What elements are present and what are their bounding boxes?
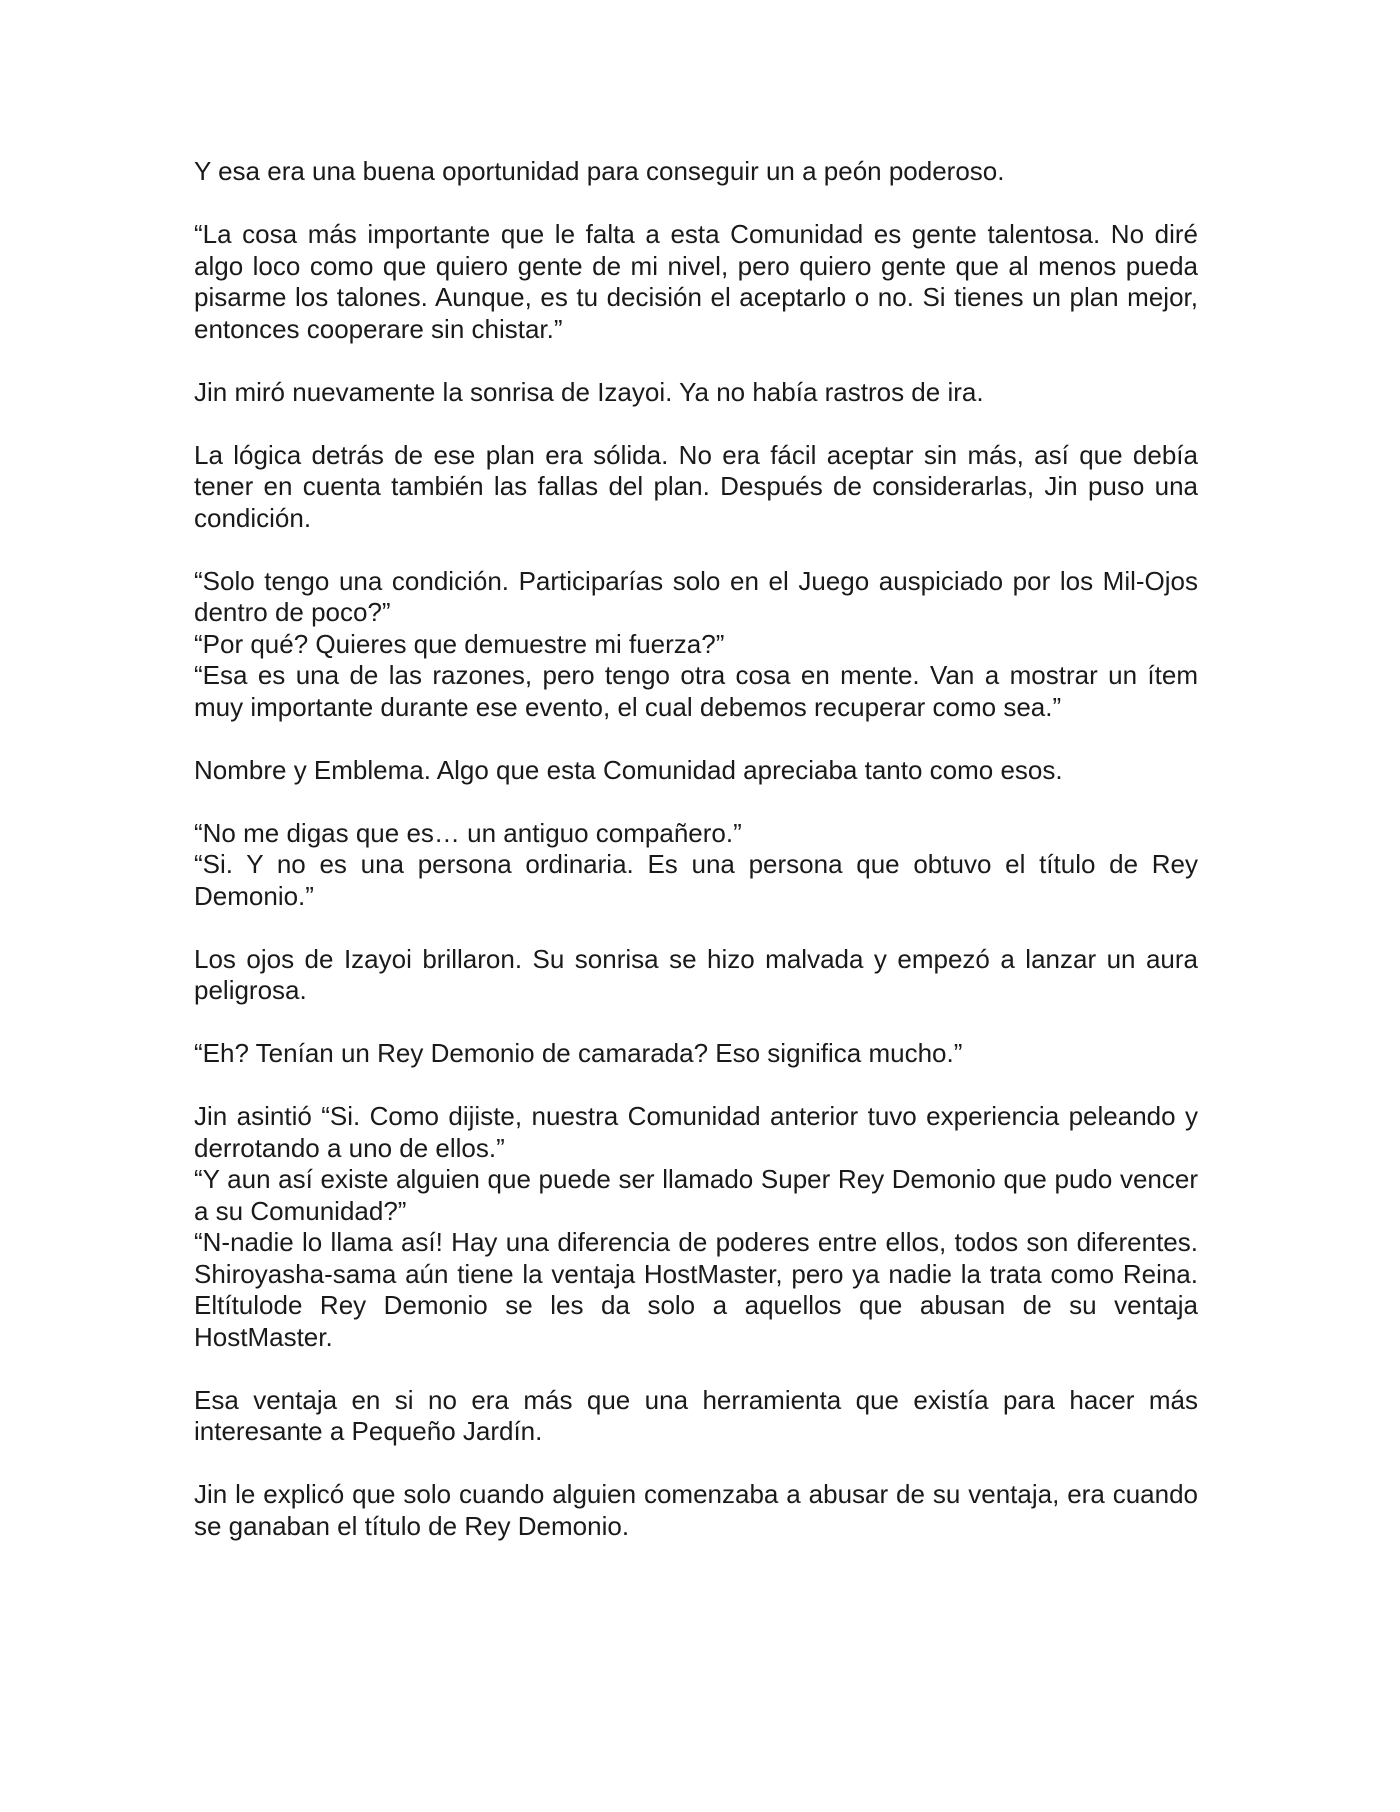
text-line: “Eh? Tenían un Rey Demonio de camarada? Eso significa mucho.” (194, 1038, 963, 1068)
text-line: Los ojos de Izayoi brillaron. Su sonrisa se hizo malvada y empezó a lanzar un aura peligrosa. (194, 943, 1198, 1005)
text-line: Jin miró nuevamente la sonrisa de Izayoi. Ya no había rastros de ira. (194, 376, 984, 407)
paragraph-4 (194, 440, 1198, 535)
text-line: Y esa era una buena oportunidad para conseguir un a peón poderoso. (194, 156, 1005, 186)
paragraph-12 (194, 1479, 1198, 1542)
text-line: “Por qué? Quieres que demuestre mi fuerza?” (194, 628, 725, 659)
paragraph-9 (194, 1038, 1198, 1070)
text-line: Esa ventaja en si no era más que una herramienta que existía para hacer más interesante a Pequeño Jardín. (194, 1384, 1198, 1446)
text-line: La lógica detrás de ese plan era sólida. No era fácil aceptar sin más, así que debía tener en cuenta también las fallas del plan. Después de considerarlas, Jin puso una condición. (194, 439, 1198, 533)
document-page (194, 156, 1198, 1574)
text-line: Nombre y Emblema. Algo que esta Comunidad apreciaba tanto como esos. (194, 754, 1063, 785)
text-line: “No me digas que es… un antiguo compañero.” (194, 817, 742, 848)
paragraph-3 (194, 377, 1198, 409)
paragraph-10 (194, 1101, 1198, 1353)
text-line: “Y aun así existe alguien que puede ser llamado Super Rey Demonio que pudo vencer a su Comunidad?” (194, 1164, 1198, 1226)
paragraph-7 (194, 818, 1198, 913)
text-line: “Esa es una de las razones, pero tengo otra cosa en mente. Van a mostrar un ítem muy importante durante ese evento, el cual debemos recuperar como sea.” (194, 660, 1198, 722)
paragraph-8 (194, 944, 1198, 1007)
text-line: “Solo tengo una condición. Participarías solo en el Juego auspiciado por los Mil-Ojos dentro de poco?” (194, 565, 1198, 627)
paragraph-1 (194, 156, 1198, 188)
text-line: “N-nadie lo llama así! Hay una diferencia de poderes entre ellos, todos son diferentes. Shiroyasha-sama aún tiene la ventaja HostMaster, pero ya nadie la trata como Reina. Eltítulode Rey Demonio se les da solo a aquellos que abusan de su ventaja HostMaster. (194, 1227, 1198, 1352)
paragraph-11 (194, 1385, 1198, 1448)
text-line: Jin asintió “Si. Como dijiste, nuestra Comunidad anterior tuvo experiencia peleando y derrotando a uno de ellos.” (194, 1101, 1198, 1163)
text-line: “Si. Y no es una persona ordinaria. Es una persona que obtuvo el título de Rey Demonio.” (194, 849, 1198, 911)
paragraph-2 (194, 219, 1198, 345)
text-line: Jin le explicó que solo cuando alguien comenzaba a abusar de su ventaja, era cuando se ganaban el título de Rey Demonio. (194, 1479, 1198, 1541)
paragraph-6 (194, 755, 1198, 787)
paragraph-5 (194, 566, 1198, 724)
text-line: “La cosa más importante que le falta a esta Comunidad es gente talentosa. No diré algo loco como que quiero gente de mi nivel, pero quiero gente que al menos pueda pisarme los talones. Aunque, es tu decisión el aceptarlo o no. Si tienes un plan mejor, entonces cooperare sin chistar.” (194, 219, 1198, 344)
